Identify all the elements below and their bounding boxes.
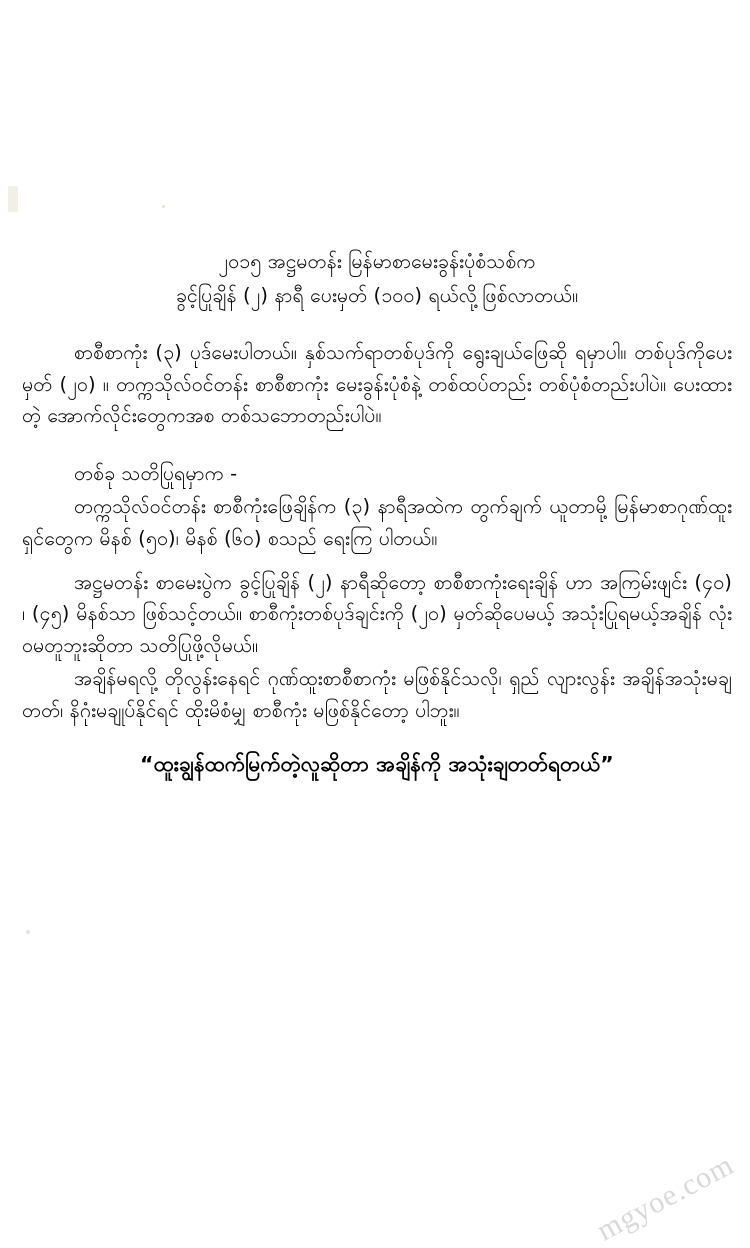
paragraph-5: အချိန်မရလို့ တိုလွန်းနေရင် ဂုဏ်ထူးစာစီစာကုံး မဖြစ်နိုင်သလို၊ ရှည် လျားလွန်း အချိန်အသုံးမချတတ်၊ နိဂုံးမချုပ်နိုင်ရင် ထိုးမိစံမျှ စာစီကုံး မဖြစ်နိုင်တော့ ပါဘူး။ (22, 667, 732, 722)
paragraph-4: အဋ္ဌမတန်း စာမေးပွဲက ခွင့်ပြုချိန် (၂) နာရီဆိုတော့ စာစီစာကုံးရေးချိန် ဟာ အကြမ်းဖျင်း (၄၀) ၊ (၄၅) မိနစ်သာ ဖြစ်သင့်တယ်။ စာစီကုံးတစ်ပုဒ်ချင်းကို (၂၀) မှတ်ဆိုပေမယ့် အသုံးပြုရမယ့်အချိန် လုံးဝမတူဘူးဆိုတာ သတိပြုဖို့လိုမယ်။ (22, 570, 732, 657)
paper-speck (162, 205, 165, 208)
paragraph-3: တက္ကသိုလ်ဝင်တန်း စာစီကုံးဖြေချိန်က (၃) နာရီအထဲက တွက်ချက် ယူတာမို့ မြန်မာစာဂုဏ်ထူးရှင်တွေက မိနစ် (၅၀)၊ မိနစ် (၆၀) စသည် ရေးကြ ပါတယ်။ (22, 495, 732, 551)
spacer (22, 555, 732, 567)
paper-smudge (8, 186, 18, 212)
watermark: mgyoe.com (591, 1147, 740, 1248)
spacer (22, 432, 732, 458)
heading-line-1: ၂၀၁၅ အဋ္ဌမတန်း မြန်မာစာမေးခွန်းပုံစံသစ်က (218, 250, 536, 273)
document-text-body (0, 246, 750, 800)
heading-line-2: ခွင့်ပြုချိန် (၂) နာရီ ပေးမှတ် (၁၀၀) ရယ်လို့ဖြစ်လာတယ်။ (175, 283, 579, 307)
paragraph-2: တစ်ခု သတိပြုရမှာက - (74, 461, 238, 485)
spacer (22, 311, 732, 337)
closing-quote: “ထူးချွန်ထက်မြက်တဲ့လူဆိုတာ အချိန်ကို အသုံးချတတ်ရတယ်” (140, 751, 614, 776)
paper-speck (26, 930, 30, 934)
paragraph-1: စာစီစာကုံး (၃) ပုဒ်မေးပါတယ်။ နှစ်သက်ရာတစ်ပုဒ်ကို ရွေးချယ်ဖြေဆို ရမှာပါ။ တစ်ပုဒ်ကိုပေးမှတ် (၂၀) ။ တက္ကသိုလ်ဝင်တန်း စာစီစာကုံး မေးခွန်းပုံစံနဲ့ တစ်ထပ်တည်း တစ်ပုံစံတည်းပါပဲ။ ပေးထားတဲ့ အောက်လိုင်းတွေကအစ တစ်သဘောတည်းပါပဲ။ (22, 341, 732, 428)
document-heading (22, 246, 732, 311)
